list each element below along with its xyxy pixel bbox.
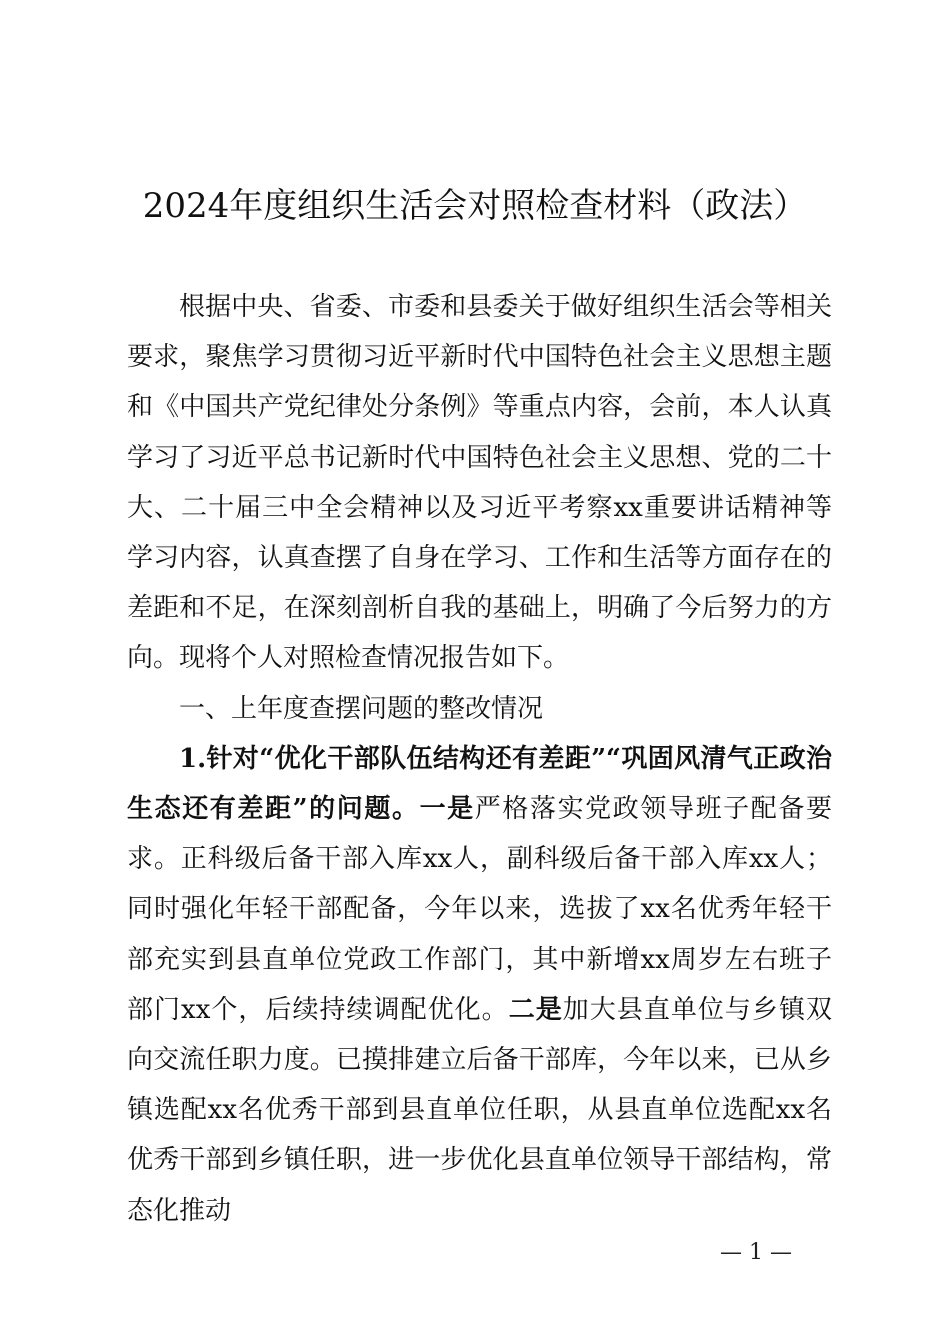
intro-paragraph: 根据中央、省委、市委和县委关于做好组织生活会等相关要求，聚焦学习贯彻习近平新时代中国特色社会主义思想主题和《中国共产党纪律处分条例》等重点内容，会前，本人认真学习了习近平总书记新时代中国特色社会主义思想、党的二十大、二十届三中全会精神以及习近平考察xx重要讲话精神等学习内容，认真查摆了自身在学习、工作和生活等方面存在的差距和不足，在深刻剖析自我的基础上，明确了今后努力的方向。现将个人对照检查情况报告如下。	[127, 292, 832, 674]
item-1-lead: 1.针对“优化干部队伍结构还有差距”“巩固风清气正政治生态还有差距”的问题。	[127, 743, 832, 825]
item-1-marker-1: 一是	[419, 794, 475, 825]
item-1-paragraph	[127, 734, 832, 1236]
page-number: — 1 —	[720, 1240, 792, 1265]
section-heading: 一、上年度查摆问题的整改情况	[179, 693, 544, 724]
item-1-marker-2: 二是	[508, 994, 563, 1025]
document-body	[127, 282, 832, 1236]
document-title: 2024年度组织生活会对照检查材料（政法）	[142, 186, 808, 226]
item-1-text-2: 加大县直单位与乡镇双向交流任职力度。已摸排建立后备干部库，今年以来，已从乡镇选配xx名优秀干部到县直单位任职，从县直单位选配xx名优秀干部到乡镇任职，进一步优化县直单位领导干部结构，常态化推动	[127, 994, 832, 1226]
item-1-text-1: 严格落实党政领导班子配备要求。正科级后备干部入库xx人，副科级后备干部入库xx人；同时强化年轻干部配备，今年以来，选拔了xx名优秀年轻干部充实到县直单位党政工作部门，其中新增xx周岁左右班子部门xx个，后续持续调配优化。	[127, 794, 832, 1025]
